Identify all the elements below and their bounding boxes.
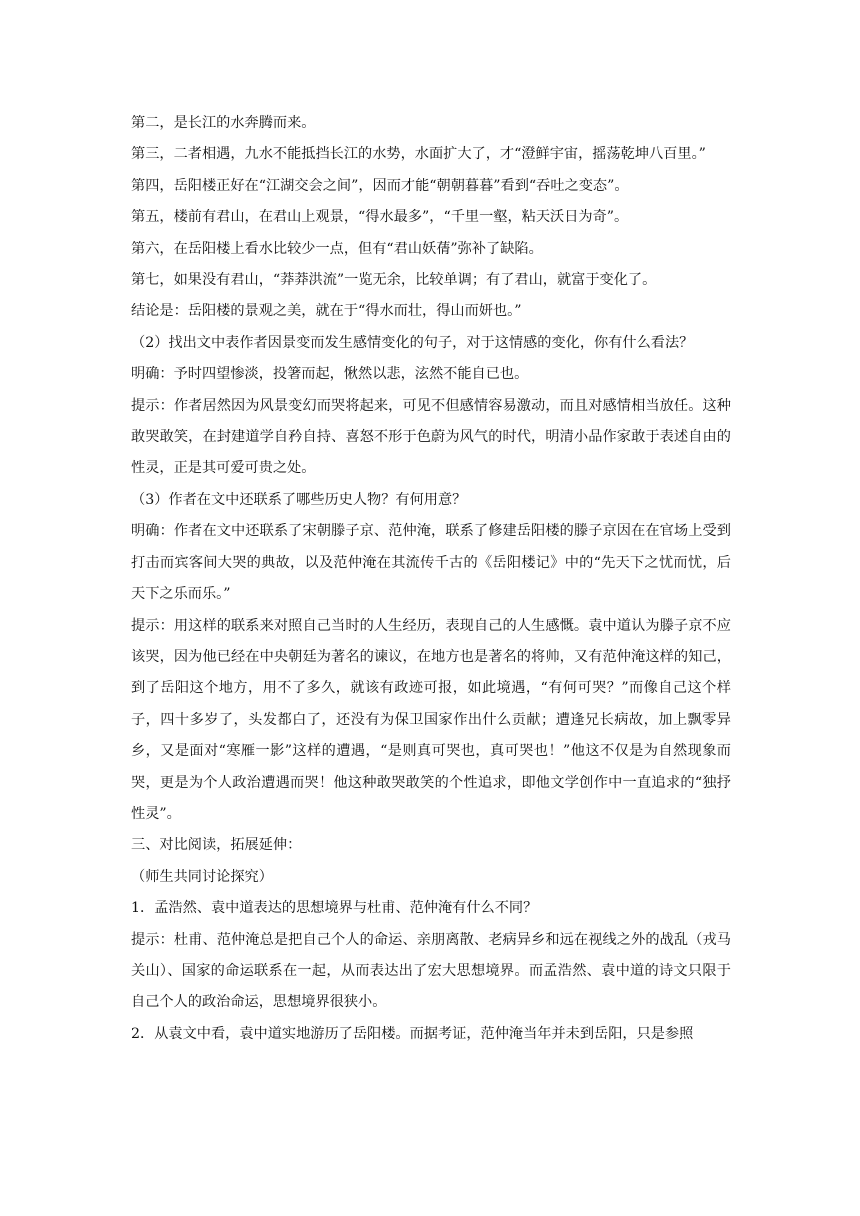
section-heading-3: 三、对比阅读，拓展延伸： [131,837,302,854]
paragraph-conclusion: 结论是：岳阳楼的景观之美，就在于“得水而壮，得山而妍也。” [131,303,522,320]
question-3: （3）作者在文中还联系了哪些历史人物？有何用意？ [131,491,467,508]
compare-question-1: 1．孟浩然、袁中道表达的思想境界与杜甫、范仲淹有什么不同？ [131,900,538,917]
paragraph-second: 第二，是长江的水奔腾而来。 [131,115,316,131]
paragraph-fourth: 第四，岳阳楼正好在“江湖交会之间”，因而才能“朝朝暮暮”看到“吞吐之变态”。 [131,177,629,194]
paragraph-fifth: 第五，楼前有君山，在君山上观景，“得水最多”，“千里一壑，粘天沃日为奇”。 [131,209,629,226]
paragraph-sixth: 第六，在岳阳楼上看水比较少一点，但有“君山妖蒨”弥补了缺陷。 [131,240,543,257]
document-page [131,108,731,1050]
compare-hint-1: 提示：杜甫、范仲淹总是把自己个人的命运、亲朋离散、老病异乡和远在视线之外的战乱（戎马关山）、国家的命运联系在一起，从而表达出了宏大思想境界。而孟浩然、袁中道的诗文只限于自己个人的政治命运，思想境界很狭小。 [131,931,731,1011]
paragraph-seventh: 第七，如果没有君山，“莽莽洪流”一览无余，比较单调；有了君山，就富于变化了。 [131,272,657,289]
hint-2: 提示：作者居然因为风景变幻而哭将起来，可见不但感情容易激动，而且对感情相当放任。这种敢哭敢笑，在封建道学自矜自持、喜怒不形于色蔚为风气的时代，明清小品作家敢于表述自由的性灵，正是其可爱可贵之处。 [131,397,731,477]
hint-3: 提示：用这样的联系来对照自己当时的人生经历，表现自己的人生感慨。袁中道认为滕子京不应该哭，因为他已经在中央朝廷为著名的谏议，在地方也是著名的将帅，又有范仲淹这样的知己，到了岳阳这个地方，用不了多久，就该有政迹可报，如此境遇，“有何可哭？”而像自己这个样子，四十多岁了，头发都白了，还没有为保卫国家作出什么贡献；遭逢兄长病故，加上飘零异乡，又是面对“寒雁一影”这样的遭遇，“是则真可哭也，真可哭也！”他这不仅是为自然现象而哭，更是为个人政治遭遇而哭！他这种敢哭敢笑的个性追求，即他文学创作中一直追求的“独抒性灵”。 [131,617,731,822]
question-2: （2）找出文中表作者因景变而发生感情变化的句子，对于这情感的变化，你有什么看法？ [131,334,694,351]
paragraph-third: 第三，二者相遇，九水不能抵挡长江的水势，水面扩大了，才“澄鲜宇宙，摇荡乾坤八百里。” [131,146,706,163]
answer-3: 明确：作者在文中还联系了宋朝滕子京、范仲淹，联系了修建岳阳楼的滕子京因在在官场上受到打击而宾客间大哭的典故，以及范仲淹在其流传千古的《岳阳楼记》中的“先天下之忧而忧，后天下之乐而乐。” [131,523,731,603]
compare-question-2: 2．从袁文中看，袁中道实地游历了岳阳楼。而据考证，范仲淹当年并未到岳阳，只是参照 [131,1025,694,1042]
answer-2: 明确：予时四望惨淡，投箸而起，愀然以悲，泫然不能自已也。 [131,366,529,383]
discussion-note: （师生共同讨论探究） [131,868,273,885]
